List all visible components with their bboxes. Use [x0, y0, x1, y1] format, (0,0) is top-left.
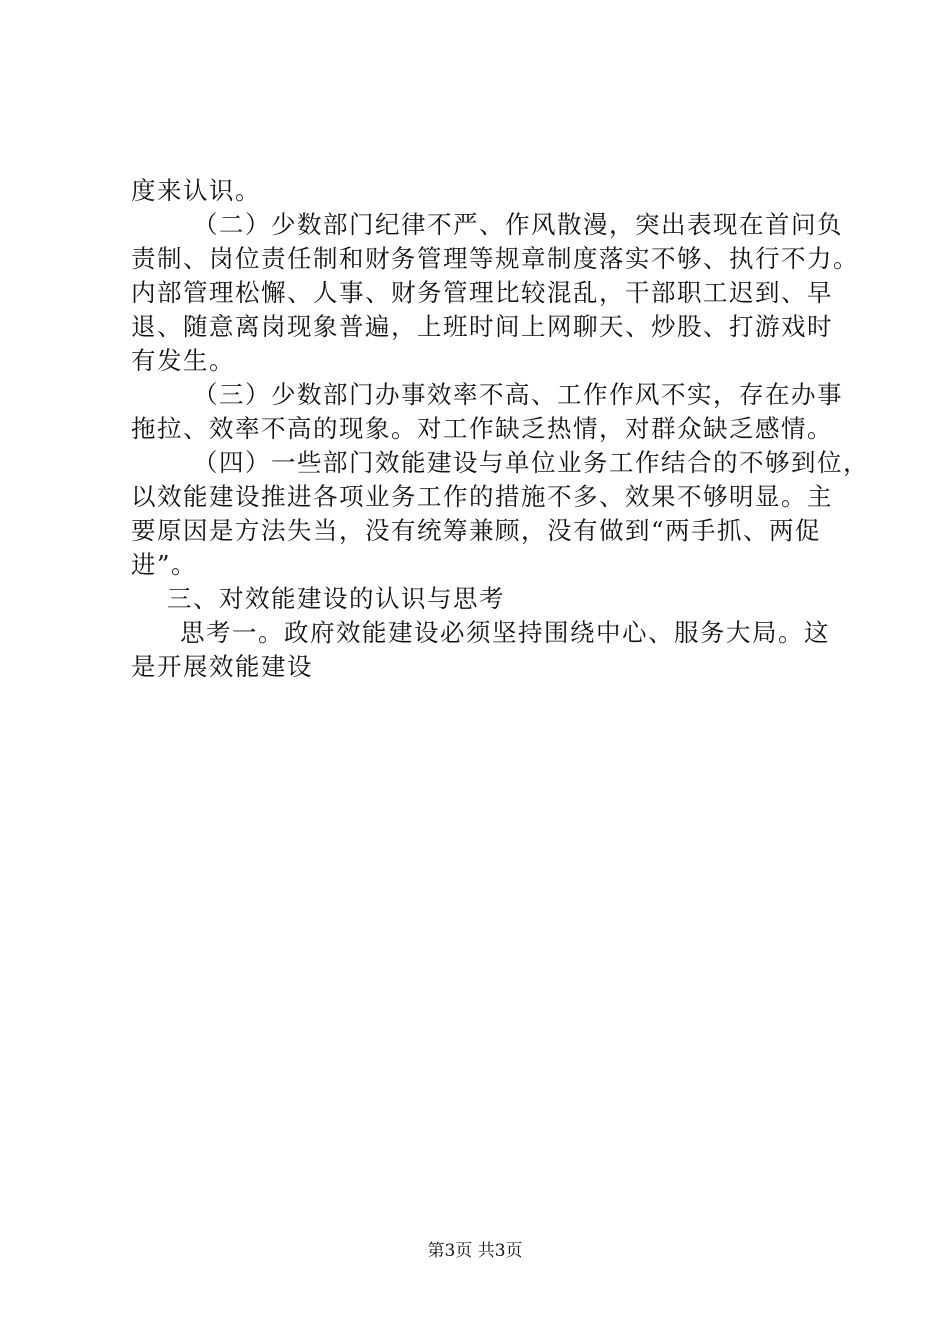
- paragraph-line: 拖拉、效率不高的现象。对工作缺乏热情，对群众缺乏感情。: [131, 414, 833, 443]
- paragraph-line: 内部管理松懈、人事、财务管理比较混乱，干部职工迟到、早: [131, 278, 833, 307]
- paragraph-line: 是开展效能建设: [131, 652, 313, 681]
- paragraph-line: 要原因是方法失当，没有统筹兼顾，没有做到“两手抓、两促: [131, 516, 822, 545]
- section-heading: 三、对效能建设的认识与思考: [167, 584, 505, 613]
- page-footer: 第3页 共3页: [427, 1241, 523, 1261]
- paragraph-line: 思考一。政府效能建设必须坚持围绕中心、服务大局。这: [180, 618, 830, 647]
- paragraph-line: 度来认识。: [131, 176, 261, 205]
- paragraph-line: （三）少数部门办事效率不高、工作作风不实，存在办事: [193, 380, 843, 409]
- paragraph-line: 以效能建设推进各项业务工作的措施不多、效果不够明显。主: [131, 482, 833, 511]
- paragraph-line: 进”。: [131, 550, 198, 579]
- paragraph-line: 责制、岗位责任制和财务管理等规章制度落实不够、执行不力。: [131, 244, 859, 273]
- paragraph-line: （二）少数部门纪律不严、作风散漫，突出表现在首问负: [193, 210, 843, 239]
- paragraph-line: （四）一些部门效能建设与单位业务工作结合的不够到位，: [193, 448, 869, 477]
- document-body: [131, 174, 869, 684]
- paragraph-line: 有发生。: [131, 346, 235, 375]
- paragraph-line: 退、随意离岗现象普遍，上班时间上网聊天、炒股、打游戏时: [131, 312, 833, 341]
